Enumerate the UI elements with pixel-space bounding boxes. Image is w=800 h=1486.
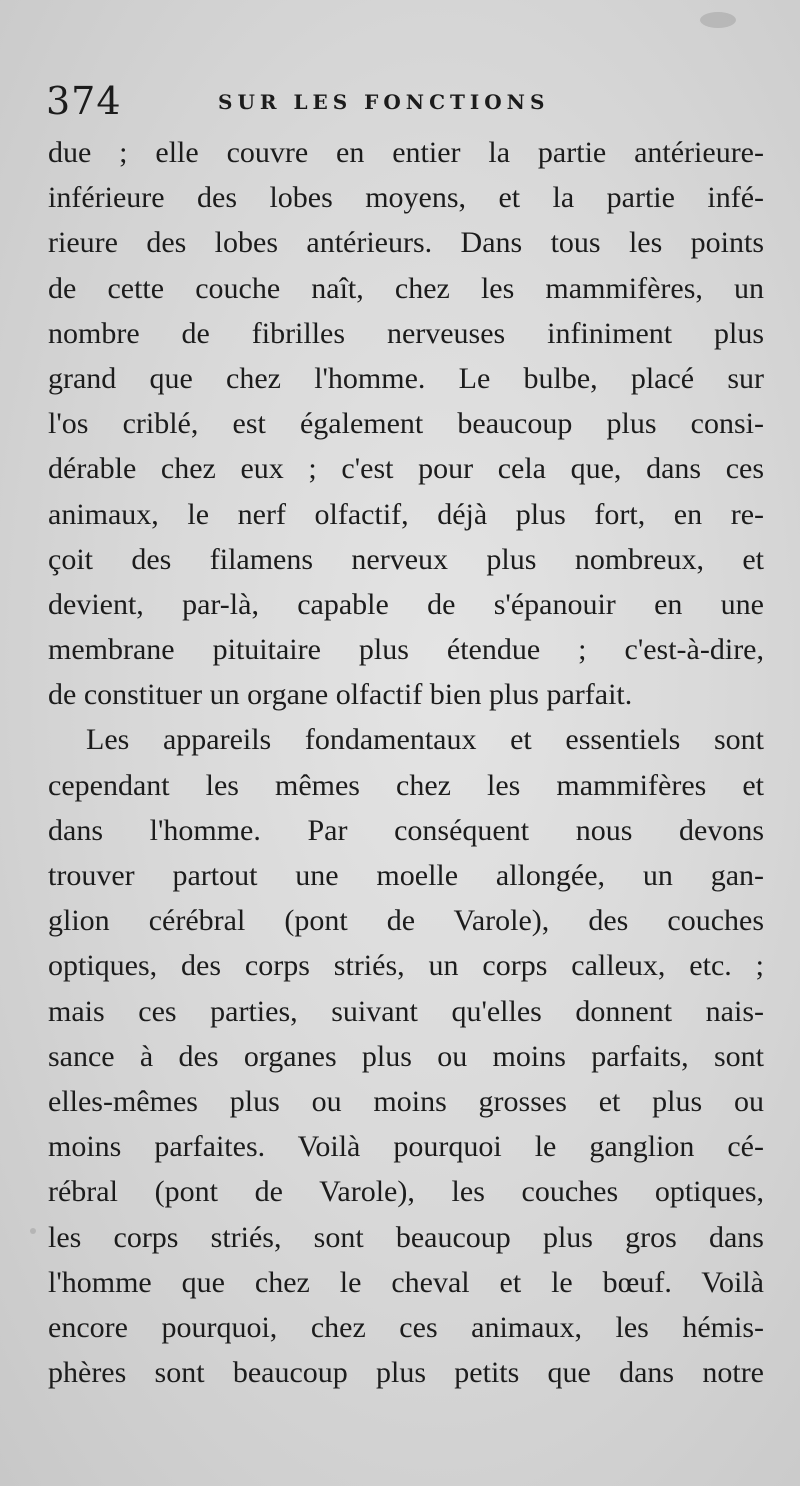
text-line: de constituer un organe olfactif bien plus parfait.	[48, 678, 633, 712]
text-line: dans l'homme. Par conséquent nous devons	[48, 813, 764, 847]
running-head: SUR LES FONCTIONS	[218, 90, 550, 114]
text-line: rieure des lobes antérieurs. Dans tous les points	[48, 226, 764, 260]
text-line: rébral (pont de Varole), les couches optiques,	[48, 1175, 764, 1209]
ink-smudge-mark	[700, 12, 736, 28]
text-line: de cette couche naît, chez les mammifères, un	[48, 271, 764, 305]
text-line: sance à des organes plus ou moins parfaits, sont	[48, 1039, 764, 1073]
text-line: animaux, le nerf olfactif, déjà plus fort, en re-	[48, 497, 764, 531]
text-line: trouver partout une moelle allongée, un gan-	[48, 859, 764, 892]
page-number: 374	[46, 79, 122, 123]
text-line: elles-mêmes plus ou moins grosses et plus ou	[48, 1084, 764, 1118]
text-line: glion cérébral (pont de Varole), des couches	[48, 904, 764, 938]
text-line: dérable chez eux ; c'est pour cela que, dans ces	[48, 452, 764, 486]
paragraph	[48, 130, 764, 717]
text-line: devient, par-là, capable de s'épanouir en une	[48, 587, 764, 621]
text-line: phères sont beaucoup plus petits que dans notre	[48, 1356, 764, 1390]
text-line: çoit des filamens nerveux plus nombreux, et	[48, 542, 764, 576]
text-line: optiques, des corps striés, un corps calleux, etc. ;	[48, 949, 764, 983]
text-line: grand que chez l'homme. Le bulbe, placé sur	[48, 361, 764, 395]
paragraph	[48, 717, 764, 1395]
text-line: nombre de fibrilles nerveuses infiniment plus	[48, 316, 764, 350]
text-line: cependant les mêmes chez les mammifères et	[48, 768, 764, 802]
text-line: inférieure des lobes moyens, et la partie infé-	[48, 181, 764, 215]
body-text	[48, 130, 764, 1395]
text-line: l'homme que chez le cheval et le bœuf. Voilà	[48, 1265, 764, 1299]
text-line: membrane pituitaire plus étendue ; c'est-à-dire,	[48, 633, 764, 667]
text-line: Les appareils fondamentaux et essentiels sont	[86, 723, 764, 757]
text-line: les corps striés, sont beaucoup plus gros dans	[48, 1220, 764, 1254]
text-line: mais ces parties, suivant qu'elles donnent nais-	[48, 994, 764, 1028]
text-line: encore pourquoi, chez ces animaux, les hémis-	[48, 1310, 764, 1344]
text-line: due ; elle couvre en entier la partie antérieure-	[48, 136, 764, 169]
text-line: moins parfaites. Voilà pourquoi le ganglion cé-	[48, 1130, 764, 1164]
text-line: l'os criblé, est également beaucoup plus consi-	[48, 407, 764, 441]
ink-smudge-mark	[30, 1228, 36, 1234]
page-header	[46, 76, 766, 126]
